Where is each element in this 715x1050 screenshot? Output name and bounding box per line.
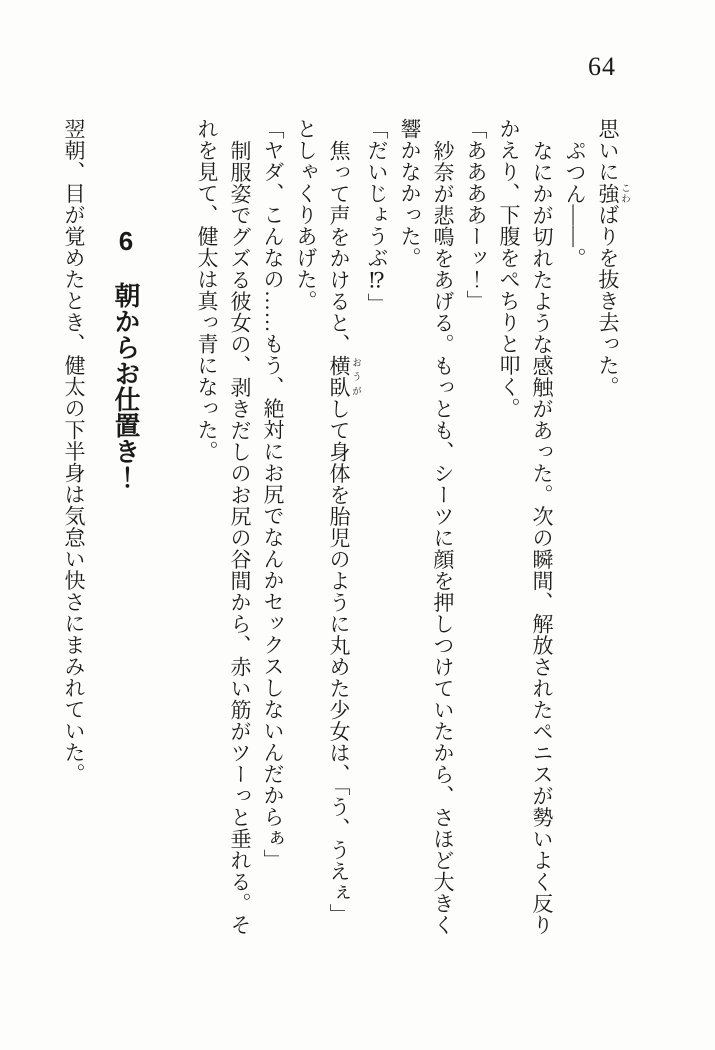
text-line: ぷつん――。	[563, 140, 587, 269]
text-line: 思いに強 こわばりを抜き去った。	[596, 118, 629, 398]
text-line: 「ああああーッ！」	[464, 118, 488, 312]
text-line: 翌朝、目が覚めたとき、健太の下半身は気怠い快さにまみれていた。	[62, 118, 86, 785]
furigana: こわ	[619, 182, 629, 204]
page-number: 64	[588, 52, 616, 81]
furigana: おうが	[350, 355, 360, 398]
text-line: なにかが切れたような感触があった。次の瞬間、解放されたペニスが勢いよく反り	[530, 140, 554, 936]
text-line: 制服姿でグズる彼女の、剥きだしのお尻の谷間から、赤い筋がツーっと垂れる。そ	[228, 140, 252, 936]
text-line: 響かなかった。	[398, 118, 422, 269]
text-line: れを見て、健太は真っ青になった。	[195, 118, 219, 462]
text-line: 紗奈が悲鳴をあげる。もっとも、シーツに顔を押しつけていたから、さほど大きく	[431, 140, 455, 936]
text-line: 焦って声をかけると、横臥 おうがして身体を胎児のように丸めた少女は、「う、うえぇ」	[327, 140, 360, 925]
text-line: としゃくりあげた。	[294, 118, 318, 312]
chapter-heading: 6 朝からお仕置き！	[111, 226, 141, 490]
text-line: 「ヤダ、こんなの……もう、絶対にお尻でなんかセックスしないんだからぁ」	[261, 118, 285, 871]
text-line: 「だいじょうぶ⁉」	[365, 118, 389, 315]
ruby-annotated-word: 強 こわ	[596, 182, 629, 204]
vertical-text-block	[57, 118, 629, 950]
text-line: かえり、下腹をぺちりと叩く。	[497, 118, 521, 419]
ruby-annotated-word: 横臥 おうが	[327, 355, 360, 398]
